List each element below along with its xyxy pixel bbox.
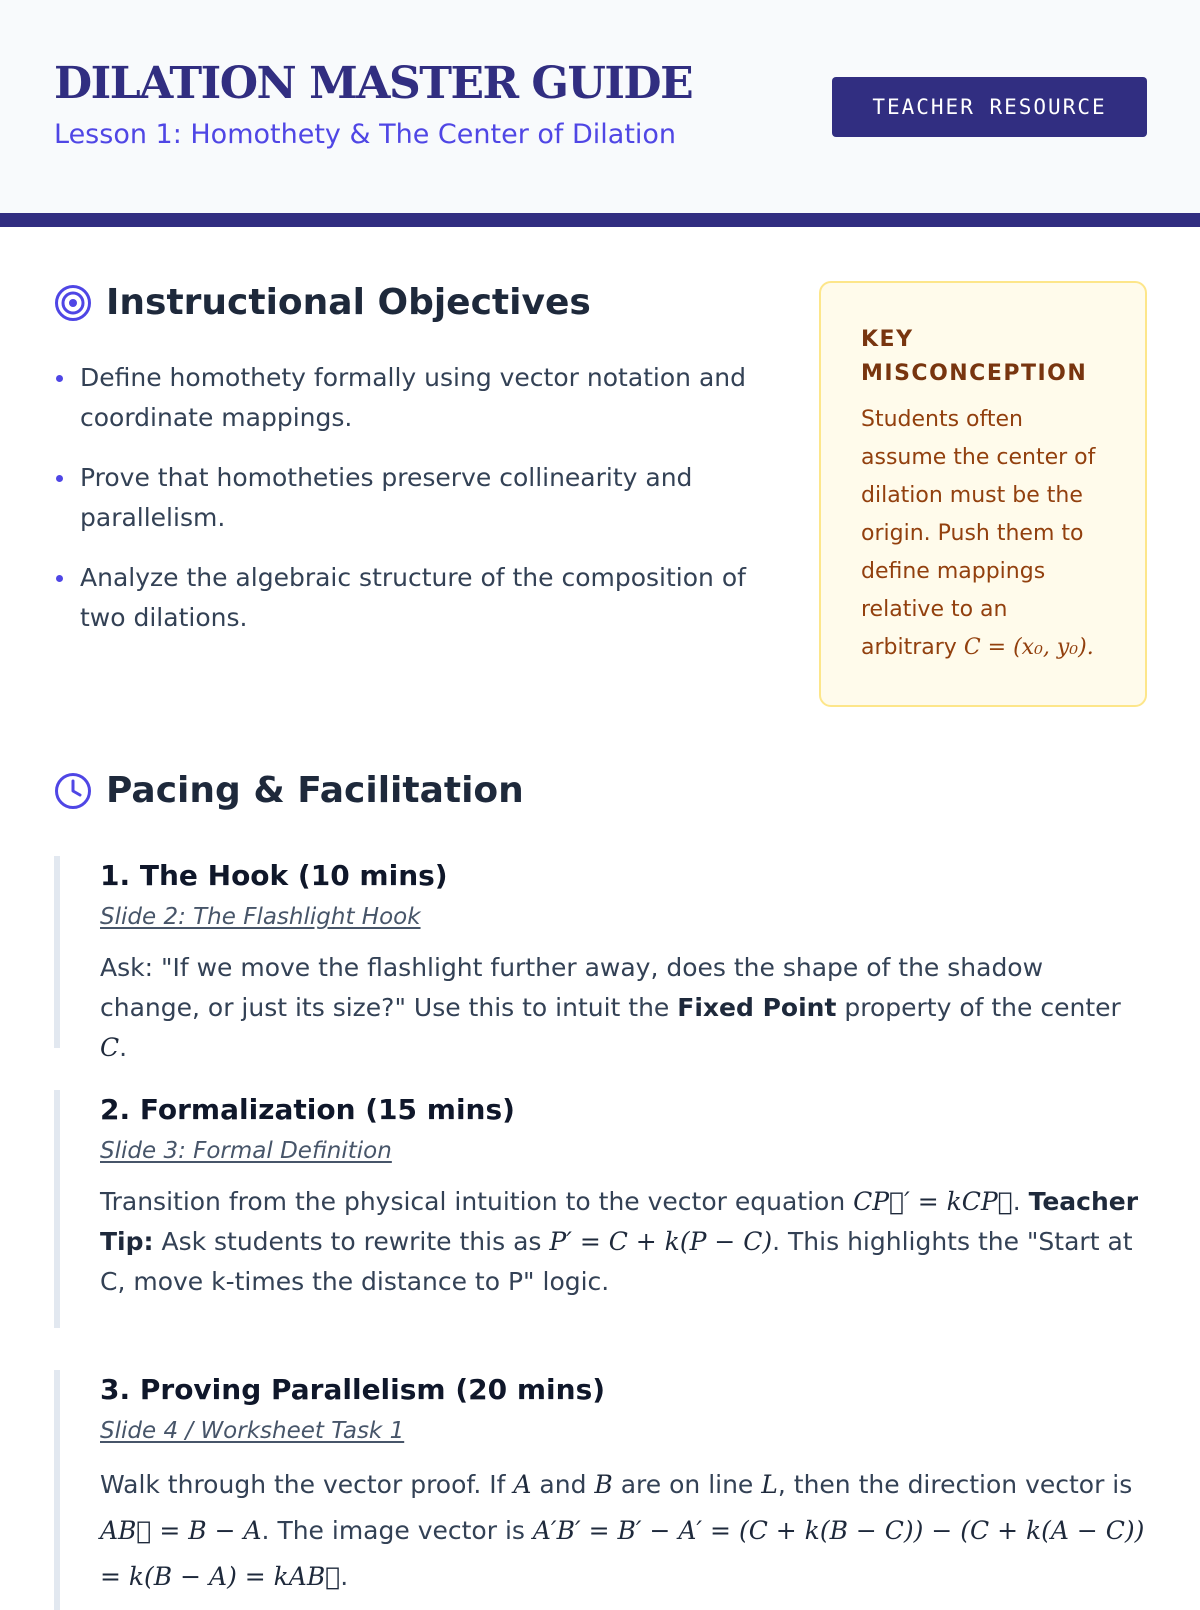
pacing-step: [54, 1370, 1146, 1610]
page-subtitle: Lesson 1: Homothety & The Center of Dilation: [54, 119, 677, 150]
step-text: . This highlights the "Start at C, move k-times the distance to P" logic.: [100, 1227, 1133, 1296]
page-title: DILATION MASTER GUIDE: [54, 58, 693, 109]
step-math: C: [100, 1033, 120, 1062]
step-text: Ask students to rewrite this as: [153, 1227, 550, 1256]
page-header: [0, 0, 1200, 227]
step-bold: Teacher Tip:: [100, 1187, 1139, 1256]
pacing-step: [54, 856, 1146, 1062]
objective-item: Define homothety formally using vector notation and coordinate mappings.: [54, 358, 774, 438]
objective-item: Analyze the algebraic structure of the composition of two dilations.: [54, 558, 774, 638]
step-title: 2. Formalization (15 mins): [100, 1093, 515, 1126]
step-text: . The image vector is: [261, 1516, 533, 1545]
step-math: P′ = C + k(P − C): [549, 1227, 773, 1256]
slide-link[interactable]: Slide 4 / Worksheet Task 1: [100, 1418, 405, 1444]
step-text: and: [531, 1470, 595, 1499]
callout-title: KEY MISCONCEPTION: [861, 327, 1088, 386]
step-math: B: [594, 1470, 613, 1499]
pacing-title: Pacing & Facilitation: [106, 770, 524, 811]
objectives-heading: [54, 282, 591, 323]
callout-body: [861, 401, 1107, 667]
target-icon: [54, 284, 92, 322]
slide-link[interactable]: Slide 3: Formal Definition: [100, 1138, 392, 1164]
step-math: CP⃗′ = kCP⃗: [853, 1187, 1013, 1216]
callout-math: C = (x₀, y₀).: [963, 635, 1094, 660]
step-title: 3. Proving Parallelism (20 mins): [100, 1373, 606, 1406]
pacing-step: [54, 1090, 1146, 1328]
step-math: A′B′ = B′ − A′ = (C + k(B − C)) − (C + k(A − C)) = k(B − A) = kAB⃗: [100, 1516, 1145, 1591]
step-math: L: [761, 1470, 778, 1499]
step-bold: Fixed Point: [677, 993, 837, 1022]
step-body: [100, 1182, 1146, 1302]
step-text: Walk through the vector proof. If: [100, 1470, 514, 1499]
step-math: AB⃗ = B − A: [100, 1516, 262, 1545]
step-title: 1. The Hook (10 mins): [100, 859, 448, 892]
slide-link[interactable]: Slide 2: The Flashlight Hook: [100, 904, 421, 930]
key-misconception-callout: [819, 281, 1147, 707]
clock-icon: [54, 772, 92, 810]
step-math: A: [513, 1470, 532, 1499]
step-text: , then the direction vector is: [777, 1470, 1133, 1499]
objective-item: Prove that homotheties preserve collinearity and parallelism.: [54, 458, 774, 538]
step-body: [100, 948, 1146, 1068]
step-text: Ask: "If we move the flashlight further away, does the shape of the shadow change, or just its size?" Use this to intuit the: [100, 953, 1044, 1022]
pacing-heading: [54, 770, 524, 811]
step-text: Transition from the physical intuition to the vector equation: [100, 1187, 854, 1216]
step-text: .: [119, 1033, 128, 1062]
objectives-title: Instructional Objectives: [106, 282, 591, 323]
step-text: .: [340, 1562, 349, 1591]
callout-text: Students often assume the center of dilation must be the origin. Push them to define mappings relative to an arbitrary: [861, 407, 1096, 660]
teacher-resource-badge: TEACHER RESOURCE: [832, 77, 1147, 137]
step-text: are on line: [612, 1470, 762, 1499]
step-text: .: [1012, 1187, 1029, 1216]
step-text: property of the center: [836, 993, 1121, 1022]
objectives-list: [54, 358, 774, 658]
step-body: [100, 1462, 1146, 1600]
